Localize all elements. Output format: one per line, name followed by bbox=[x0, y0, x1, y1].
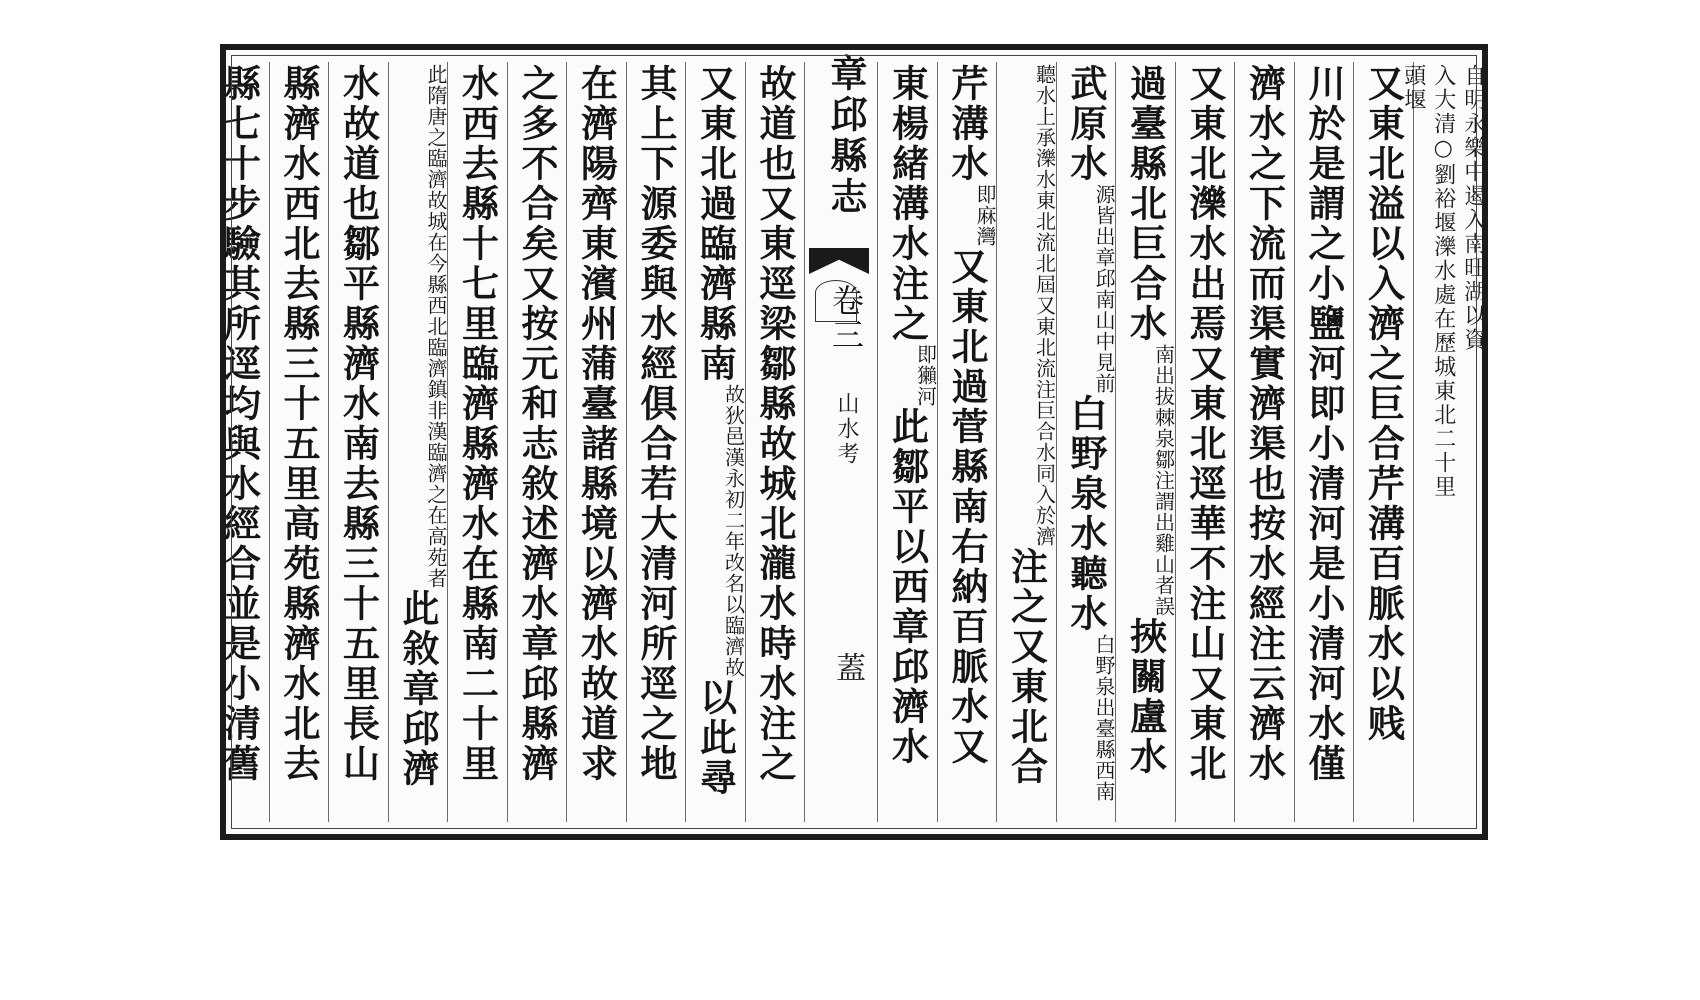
column-r6 bbox=[1115, 62, 1175, 822]
note-line: 臨濟鎮非漢臨濟之在高苑者 bbox=[424, 337, 448, 589]
main-text: 注之又東北合 bbox=[1004, 547, 1049, 787]
note-line: 即麻 bbox=[973, 184, 997, 226]
column-l7 bbox=[388, 62, 448, 822]
column-text: 在濟陽齊東濱州蒲臺諸縣境以濟水故道求 bbox=[574, 64, 619, 784]
note-line: 東北流注巨合水同入於濟 bbox=[1032, 316, 1057, 547]
main-text: 以此尋 bbox=[693, 678, 738, 798]
column-l5 bbox=[507, 62, 567, 822]
note-line: 聽水上承濼水東北流北屆又 bbox=[1032, 64, 1057, 316]
note-line: 灣 bbox=[973, 226, 997, 247]
column-text: 川於是謂之小鹽河即小清河是小清河水僅 bbox=[1302, 64, 1346, 784]
column-r3 bbox=[1294, 62, 1354, 822]
page-number: 蓋 bbox=[830, 652, 865, 682]
column-text: 縣濟水西北去縣三十五里高苑縣濟水北去 bbox=[277, 64, 321, 784]
main-text: 東楊緒溝水注之 bbox=[885, 64, 930, 344]
juan-label: 卷三 bbox=[823, 284, 869, 352]
column-l6 bbox=[447, 62, 507, 822]
main-text: 芹溝水 bbox=[945, 64, 989, 184]
main-text: 此敘章邱濟 bbox=[396, 589, 440, 789]
column-r5 bbox=[1175, 62, 1235, 822]
note-line: 白野泉出 bbox=[1092, 634, 1116, 718]
note-line: 自明永樂中遏入南旺湖以資 bbox=[1460, 64, 1486, 352]
column-l3 bbox=[626, 62, 686, 822]
section-label: 山水考 bbox=[834, 392, 859, 467]
note-line: 謂出雞山者誤 bbox=[1151, 491, 1176, 617]
center-fold bbox=[804, 54, 877, 822]
column-text: 之多不合矣又按元和志敘述濟水章邱縣濟 bbox=[515, 64, 559, 784]
column-l1 bbox=[745, 62, 805, 822]
column-l10 bbox=[209, 62, 269, 822]
main-text: 此鄒平以西章邱濟水 bbox=[885, 407, 930, 767]
main-text: 又東北過臨濟縣南 bbox=[693, 64, 738, 384]
fish-tail-mark bbox=[809, 248, 869, 274]
column-l4 bbox=[566, 62, 626, 822]
column-l9 bbox=[269, 62, 329, 822]
note-line: 臺縣西南 bbox=[1092, 718, 1116, 802]
column-r10 bbox=[877, 62, 937, 822]
column-text: 故道也又東逕梁鄒縣故城北瀧水時水注之 bbox=[753, 64, 797, 784]
column-l8 bbox=[328, 62, 388, 822]
main-text: 挾關盧水 bbox=[1123, 617, 1168, 777]
column-text: 又東北濼水出焉又東北逕華不注山又東北 bbox=[1183, 64, 1227, 784]
note-line: 河 bbox=[913, 386, 938, 407]
note-line: 年改名以臨濟故 bbox=[721, 531, 746, 678]
column-r4 bbox=[1234, 62, 1294, 822]
column-r7 bbox=[1056, 62, 1116, 822]
note-line: 此隋唐之臨濟故城在今縣西北 bbox=[424, 64, 448, 337]
column-r1 bbox=[1400, 62, 1486, 822]
column-text: 又東北溢以入濟之巨合芹溝百脈水以贱 bbox=[1361, 64, 1406, 744]
column-text: 其上下源委與水經俱合若大清河所逕之地 bbox=[634, 64, 678, 784]
column-r2 bbox=[1353, 62, 1413, 822]
column-text: 水故道也鄒平縣濟水南去縣三十五里長山 bbox=[336, 64, 381, 784]
note-line: 源皆出章邱 bbox=[1092, 184, 1116, 289]
main-text: 過臺縣北巨合水 bbox=[1123, 64, 1168, 344]
note-line: 故狄邑漢永初二 bbox=[721, 384, 746, 531]
note-line: 頭堰 bbox=[1400, 64, 1426, 112]
column-text: 水西去縣十七里臨濟縣濟水在縣南二十里 bbox=[455, 64, 500, 784]
main-text: 白野泉水聽水 bbox=[1064, 394, 1108, 634]
column-text: 濟水之下流而渠實濟渠也按水經注云濟水 bbox=[1242, 64, 1287, 784]
column-r9 bbox=[937, 62, 997, 822]
note-line: 入大清○劉裕堰濼水處在歷城東北二十里 bbox=[1430, 64, 1456, 499]
book-title: 章邱縣志 bbox=[824, 54, 868, 218]
note-line: 南山中見前 bbox=[1092, 289, 1116, 394]
main-text: 又東北過菅縣南右納百脈水又 bbox=[945, 247, 989, 767]
note-line: 南出拔棘泉鄒注 bbox=[1151, 344, 1176, 491]
text-columns bbox=[217, 54, 1486, 822]
column-r8 bbox=[996, 62, 1056, 822]
column-text: 縣七十步驗其所逕均與水經合並是小清舊 bbox=[217, 64, 262, 784]
main-text: 武原水 bbox=[1064, 64, 1108, 184]
column-l2 bbox=[685, 62, 745, 822]
note-line: 即獺 bbox=[913, 344, 938, 386]
page-frame bbox=[217, 44, 1488, 840]
